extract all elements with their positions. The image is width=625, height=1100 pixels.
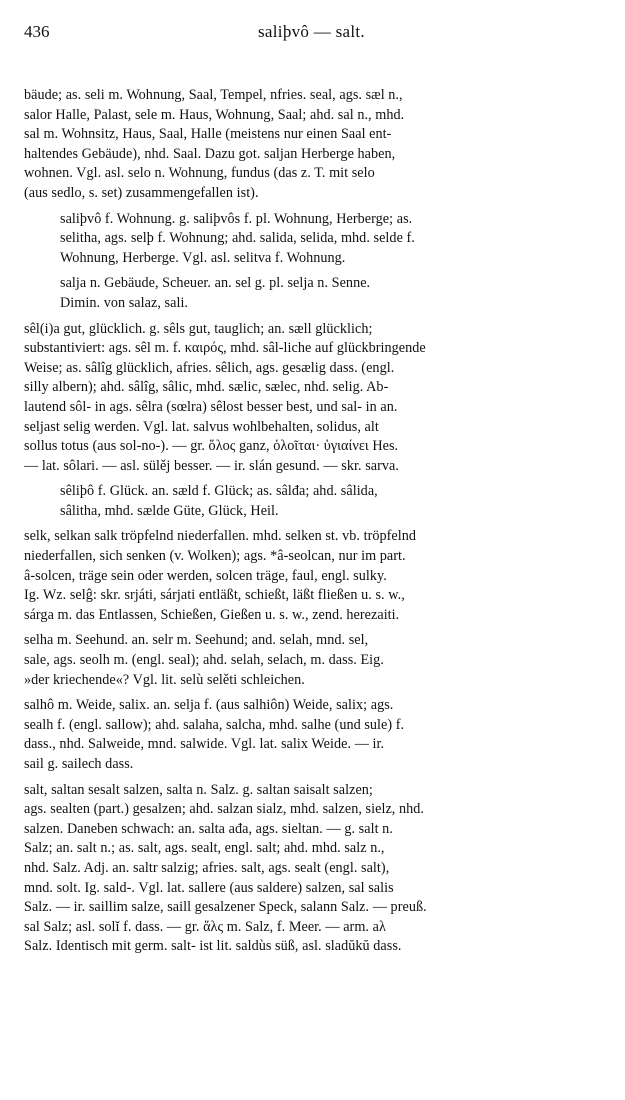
text-line: salor Halle, Palast, sele m. Haus, Wohnung, Saal; ahd. sal n., mhd. [24,106,405,123]
entry-block-b0 [24,86,599,204]
text-line: salhô m. Weide, salix. an. selja f. (aus salhiôn) Weide, salix; ags. [24,697,394,714]
text-line: sâlitha, mhd. sælde Güte, Glück, Heil. [60,502,279,519]
text-line: Salz. — ir. saillim salze, saill gesalzener Speck, salann Salz. — preuß. [24,899,427,916]
text-line: ags. sealten (part.) gesalzen; ahd. salzan sialz, mhd. salzen, sielz, nhd. [24,801,425,818]
page-number: 436 [24,22,50,41]
text-line: bäude; as. seli m. Wohnung, Saal, Tempel, nfries. seal, ags. sæl n., [24,87,403,103]
text-line: Salz; an. salt n.; as. salt, ags. sealt, engl. salt; ahd. mhd. salz n., [24,840,385,857]
entry-block-b2 [24,274,599,313]
text-line: salt, saltan sesalt salzen, salta n. Salz. g. saltan saisalt salzen; [24,781,373,798]
entry-block-b3 [24,320,599,477]
text-line: sollus totus (aus sol-no-). — gr. ὅλος ganz, ὁλοῖται· ὑγιαίνει Hes. [24,438,399,455]
text-line: salzen. Daneben schwach: an. salta ađa, ags. sieltan. — g. salt n. [24,820,393,837]
text-line: »der kriechende«? Vgl. lit. selù selěti schleichen. [24,671,305,688]
text-line: selha m. Seehund. an. selr m. Seehund; and. selah, mnd. sel, [24,632,369,649]
text-line: sealh f. (engl. sallow); ahd. salaha, salcha, mhd. salhe (und sule) f. [24,716,405,733]
text-line: haltendes Gebäude), nhd. Saal. Dazu got. saljan Herberge haben, [24,145,396,162]
text-line: Weise; as. sâlîg glücklich, afries. sêlich, ags. gesælig dass. (engl. [24,359,395,376]
text-line: nhd. Salz. Adj. an. saltr salzig; afries. salt, ags. sealt (engl. salt), [24,859,390,876]
entry-block-b1 [24,210,599,269]
text-line: salja n. Gebäude, Scheuer. an. sel g. pl. selja n. Senne. [60,275,371,292]
text-line: selitha, ags. selþ f. Wohnung; ahd. salida, selida, mhd. selde f. [60,230,415,247]
entry-block-b6 [24,631,599,690]
text-line: silly albern); ahd. sâlîg, sâlic, mhd. sælic, sælec, nhd. selig. Ab- [24,379,389,396]
text-line: Ig. Wz. selĝ: skr. srjáti, sárjati entläßt, schießt, läßt fließen u. s. w., [24,587,405,604]
text-line: sêl(i)a gut, glücklich. g. sêls gut, tauglich; an. sæll glücklich; [24,320,373,337]
text-line: sêliþô f. Glück. an. sæld f. Glück; as. sâlđa; ahd. sâlida, [60,483,378,500]
text-line: wohnen. Vgl. asl. selo n. Wohnung, fundus (das z. T. mit selo [24,165,375,182]
text-line: substantiviert: ags. sêl m. f. καιρός, mhd. sâl-liche auf glückbringende [24,340,426,357]
text-line: sal m. Wohnsitz, Haus, Saal, Halle (meistens nur einen Saal ent- [24,126,392,143]
text-line: mnd. solt. Ig. sald-. Vgl. lat. sallere (aus saldere) salzen, sal salis [24,879,394,896]
text-line: Dimin. von salaz, sali. [60,294,189,311]
text-line: seljast selig werden. Vgl. lat. salvus wohlbehalten, solidus, alt [24,418,379,435]
text-line: Wohnung, Herberge. Vgl. asl. selitva f. Wohnung. [60,249,346,266]
text-line: lautend sôl- in ags. sêlra (sœlra) sêlost besser best, und sal- in an. [24,398,398,415]
entry-block-b7 [24,696,599,774]
entry-block-b5 [24,527,599,625]
text-line: sal Salz; asl. solĭ f. dass. — gr. ἅλς m. Salz, f. Meer. — arm. aλ [24,918,386,935]
text-line: sárga m. das Entlassen, Schießen, Gießen u. s. w., zend. herezaiti. [24,606,400,623]
text-line: selk, selkan salk tröpfelnd niederfallen. mhd. selken st. vb. tröpfelnd [24,528,417,545]
dictionary-content [24,86,599,957]
page-header [24,22,599,52]
text-line: â-solcen, träge sein oder werden, solcen träge, faul, engl. sulky. [24,567,387,584]
text-line: dass., nhd. Salweide, mnd. salwide. Vgl. lat. salix Weide. — ir. [24,736,385,753]
text-line: sail g. sailech dass. [24,756,134,772]
text-line: — lat. sôlari. — asl. sülěj besser. — ir. slán gesund. — skr. sarva. [24,457,399,474]
entry-block-b4 [24,482,599,521]
text-line: niederfallen, sich senken (v. Wolken); ags. *â-seolcan, nur im part. [24,548,406,565]
text-line: saliþvô f. Wohnung. g. saliþvôs f. pl. Wohnung, Herberge; as. [60,210,413,227]
text-line: Salz. Identisch mit germ. salt- ist lit. saldùs süß, asl. sladŭkŭ dass. [24,938,402,955]
running-title: saliþvô — salt. [258,22,365,41]
text-line: (aus sedlo, s. set) zusammengefallen ist). [24,184,259,201]
text-line: sale, ags. seolh m. (engl. seal); ahd. selah, selach, m. dass. Eig. [24,652,384,669]
entry-block-b8 [24,781,599,957]
